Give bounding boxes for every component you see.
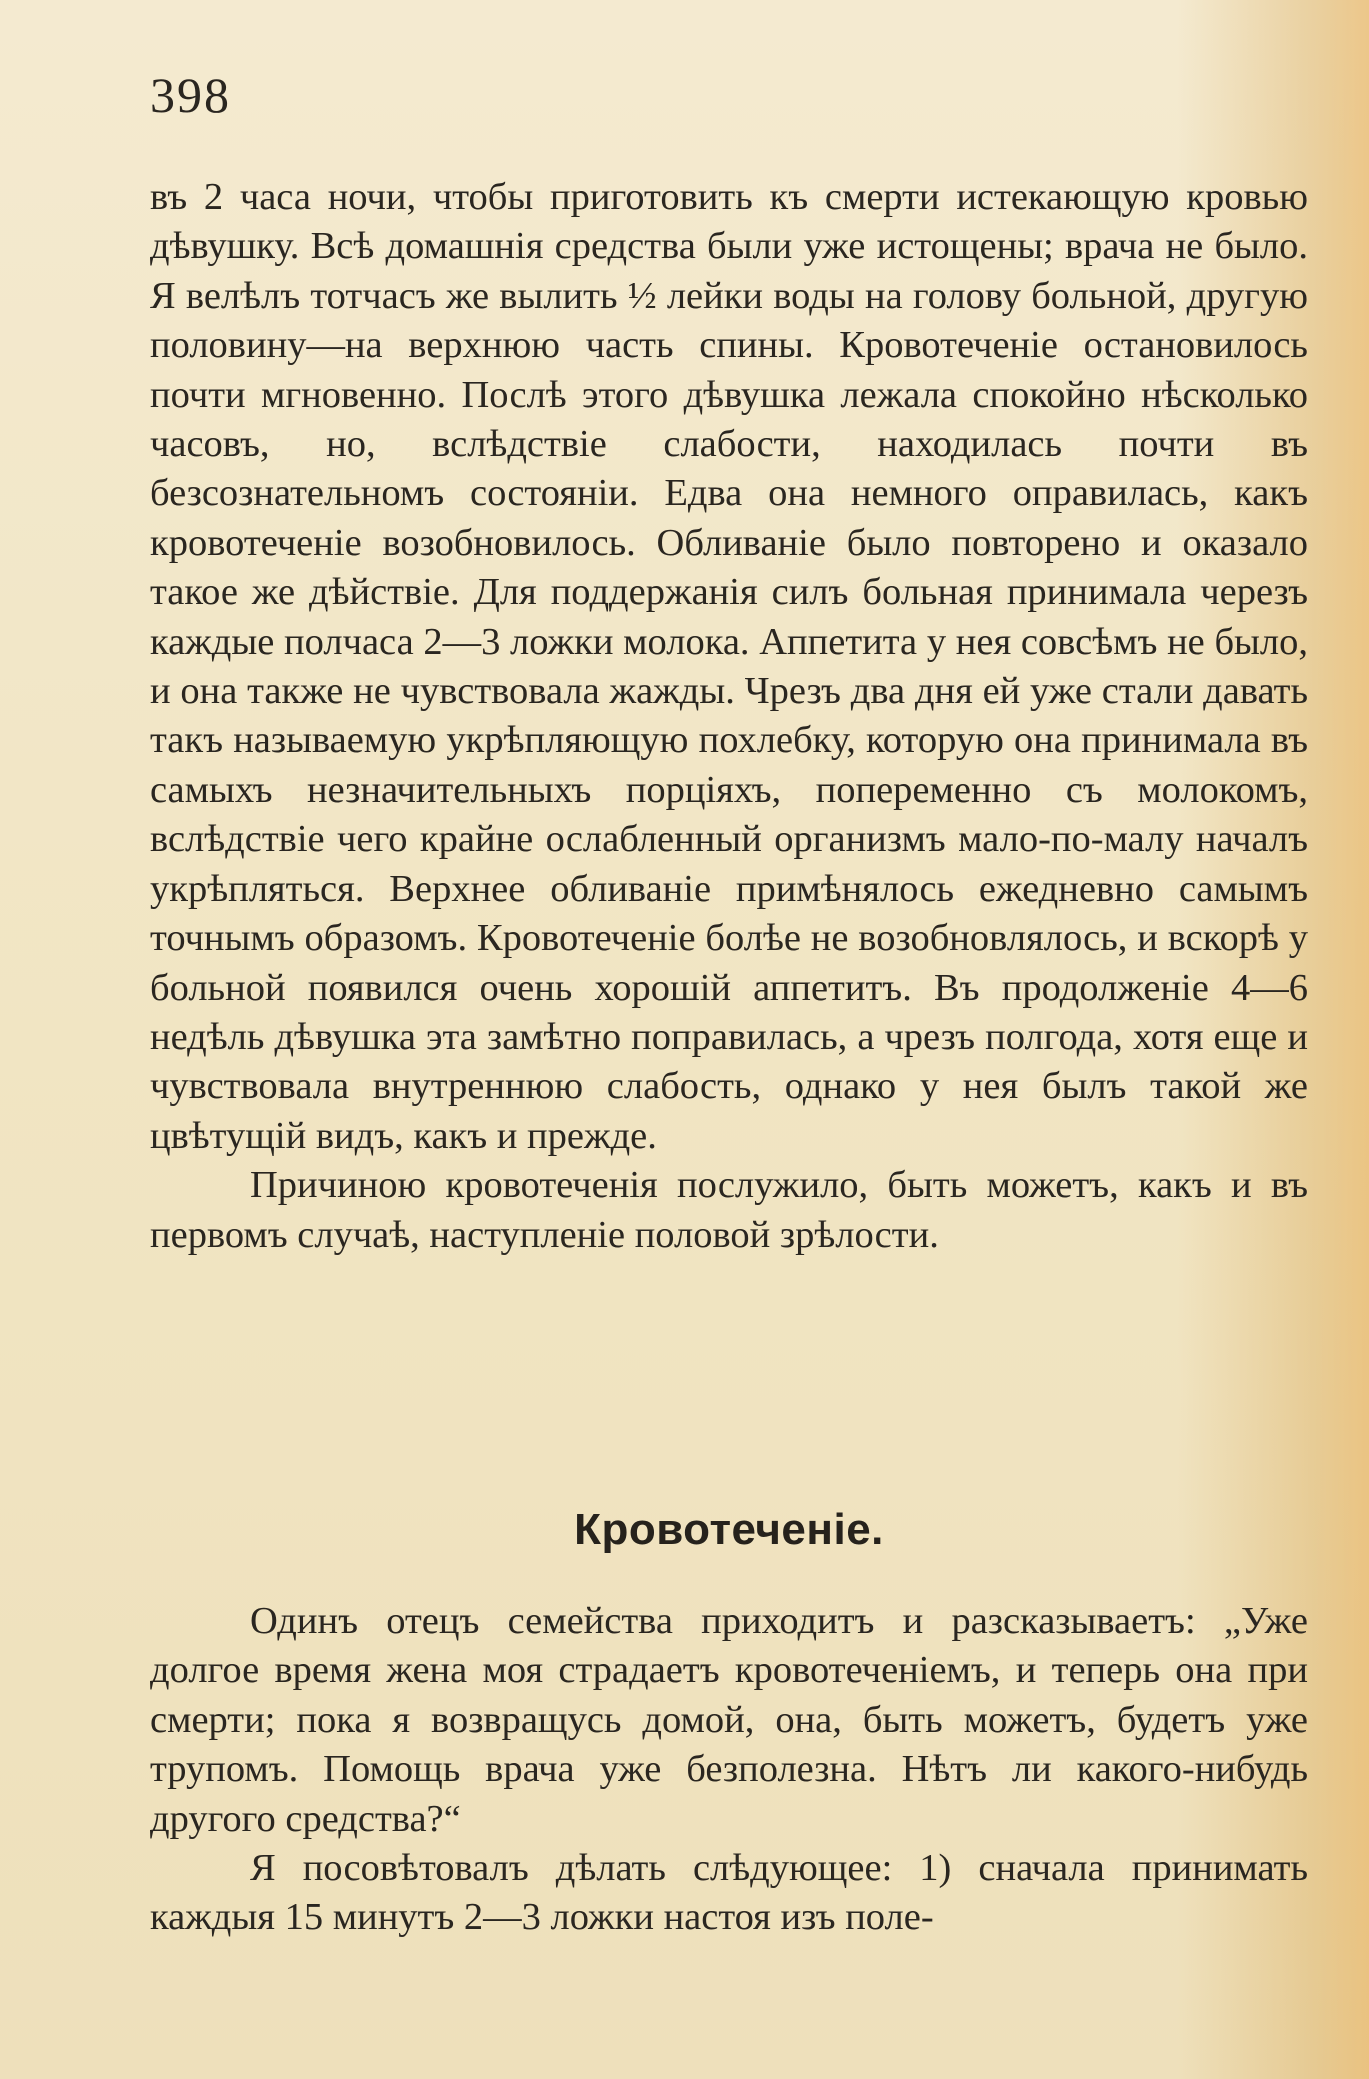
body-paragraph-2: Причиною кровотеченія послужило, быть можетъ, какъ и въ первомъ случаѣ, наступленіе половой зрѣлости. (150, 1164, 1308, 1256)
section-text (150, 1597, 1308, 1943)
main-text (150, 173, 1308, 1260)
section-heading: Кровотеченіе. (574, 1505, 884, 1554)
section-paragraph-2: Я посовѣтовалъ дѣлать слѣдующее: 1) сначала принимать каждыя 15 минутъ 2—3 ложки настоя изъ поле- (150, 1847, 1308, 1939)
page-number: 398 (150, 67, 231, 123)
body-paragraph-1: въ 2 часа ночи, чтобы приготовить къ смерти истекающую кровью дѣвушку. Всѣ домашнія средства были уже истощены; врача не было. Я велѣлъ тотчасъ же вылить ½ лейки воды на голову больной, другую половину—на верхнюю часть спины. Кровотеченіе остановилось почти мгновенно. Послѣ этого дѣвушка лежала спокойно нѣсколько часовъ, но, вслѣдствіе слабости, находилась почти въ безсознательномъ состояніи. Едва она немного оправилась, какъ кровотеченіе возобновилось. Обливаніе было повторено и оказало такое же дѣйствіе. Для поддержанія силъ больная принимала черезъ каждые полчаса 2—3 ложки молока. Аппетита у нея совсѣмъ не было, и она также не чувствовала жажды. Чрезъ два дня ей уже стали давать такъ называемую укрѣпляющую похлебку, которую она принимала въ самыхъ незначительныхъ порціяхъ, попеременно съ молокомъ, вслѣдствіе чего крайне ослабленный организмъ мало-по-малу началъ укрѣпляться. Верхнее обливаніе примѣнялось ежедневно самымъ точнымъ образомъ. Кровотеченіе болѣе не возобновлялось, и вскорѣ у больной появился очень хорошій аппетитъ. Въ продолженіе 4—6 недѣль дѣвушка эта замѣтно поправилась, а чрезъ полгода, хотя еще и чувствовала внутреннюю слабость, однако у нея былъ такой же цвѣтущій видъ, какъ и прежде. (150, 176, 1308, 1157)
section-paragraph-1: Одинъ отецъ семейства приходитъ и разсказываетъ: „Уже долгое время жена моя страдаетъ кровотеченіемъ, и теперь она при смерти; пока я возвращусь домой, она, быть можетъ, будетъ уже трупомъ. Помощь врача уже безполезна. Нѣтъ ли какого-нибудь другого средства?“ (150, 1600, 1308, 1840)
